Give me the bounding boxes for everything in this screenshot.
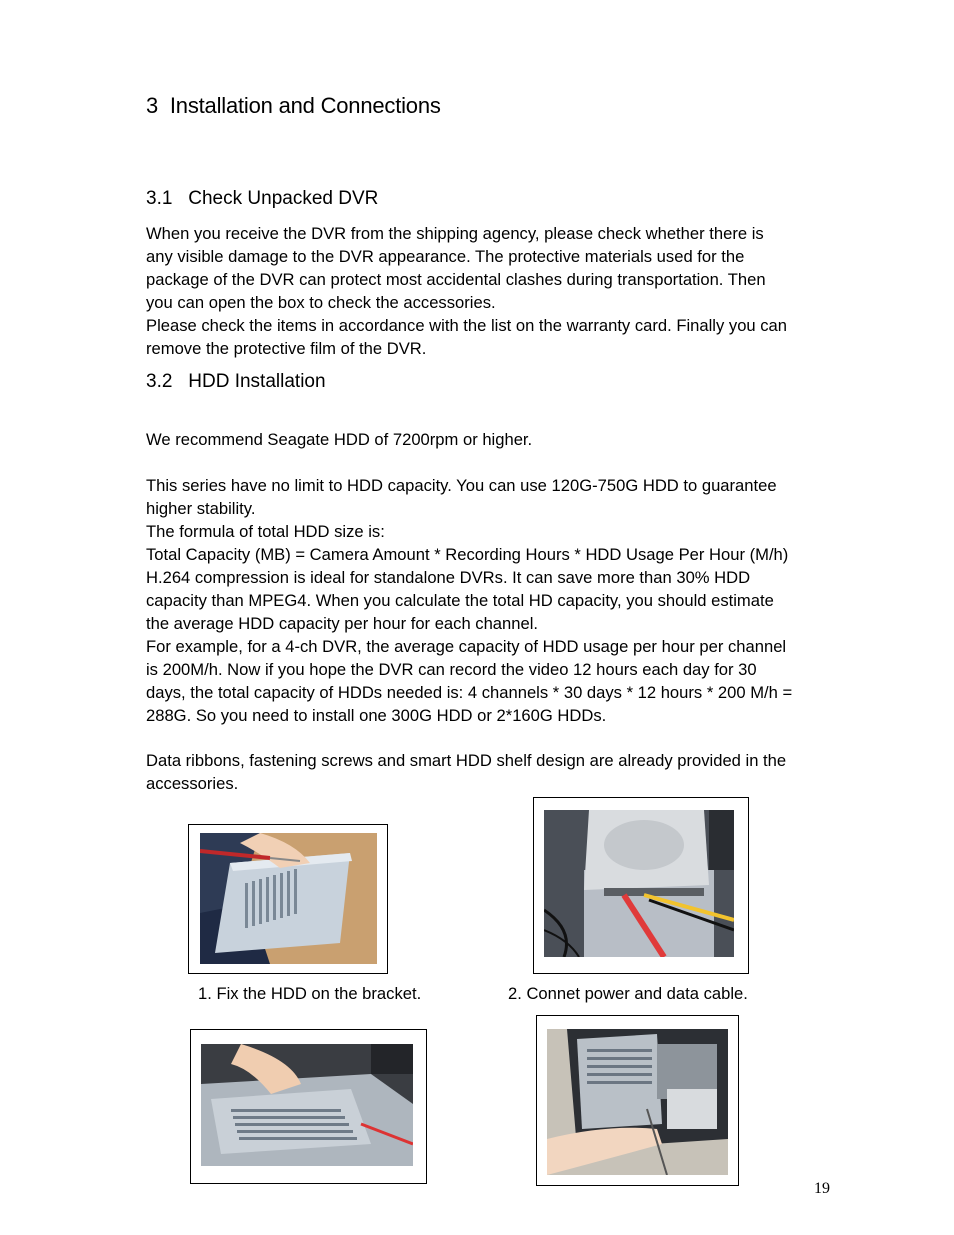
- paragraph-line: is 200M/h. Now if you hope the DVR can record the video 12 hours each day for 30: [146, 660, 757, 679]
- figure-frame-3: [190, 1029, 427, 1184]
- section-number: 3.1: [146, 188, 173, 209]
- paragraph-line: the average HDD capacity per hour for each channel.: [146, 614, 539, 633]
- photo-install-bracket: [201, 1044, 413, 1166]
- paragraph-line: When you receive the DVR from the shipping agency, please check whether there is: [146, 224, 764, 243]
- figure-caption-1: 1. Fix the HDD on the bracket.: [198, 984, 422, 1003]
- photo-fasten-screws: [547, 1029, 728, 1175]
- paragraph-line: We recommend Seagate HDD of 7200rpm or higher.: [146, 430, 533, 449]
- paragraph-line: For example, for a 4-ch DVR, the average capacity of HDD usage per hour per channel: [146, 637, 787, 656]
- paragraph-line: 288G. So you need to install one 300G HDD or 2*160G HDDs.: [146, 706, 607, 725]
- page-number: 19: [814, 1180, 830, 1197]
- figure-frame-2: [533, 797, 749, 974]
- photo-connect-cables: [544, 810, 734, 957]
- paragraph-line: accessories.: [146, 774, 239, 793]
- paragraph-line: H.264 compression is ideal for standalone DVRs. It can save more than 30% HDD: [146, 568, 751, 587]
- paragraph-line: remove the protective film of the DVR.: [146, 339, 427, 358]
- section-title: Check Unpacked DVR: [188, 188, 379, 209]
- chapter-title: Installation and Connections: [169, 93, 441, 118]
- figure-frame-1: [188, 824, 388, 974]
- figure-frame-4: [536, 1015, 739, 1186]
- paragraph-line: Please check the items in accordance with the list on the warranty card. Finally you can: [146, 316, 788, 335]
- section-title: HDD Installation: [188, 371, 326, 392]
- paragraph-line: capacity than MPEG4. When you calculate the total HD capacity, you should estimate: [146, 591, 774, 610]
- formula-line: Total Capacity (MB) = Camera Amount * Recording Hours * HDD Usage Per Hour (M/h): [146, 545, 789, 564]
- paragraph-line: higher stability.: [146, 499, 256, 518]
- paragraph-line: This series have no limit to HDD capacity. You can use 120G-750G HDD to guarantee: [146, 476, 777, 495]
- chapter-heading: [146, 93, 441, 119]
- section-heading-hdd-installation: [146, 371, 326, 393]
- section-number: 3.2: [146, 371, 173, 392]
- chapter-number: 3: [146, 93, 159, 118]
- section-heading-check-unpacked: [146, 188, 378, 210]
- paragraph-line: The formula of total HDD size is:: [146, 522, 385, 541]
- paragraph-line: any visible damage to the DVR appearance. The protective materials used for the: [146, 247, 745, 266]
- paragraph-line: Data ribbons, fastening screws and smart HDD shelf design are already provided in the: [146, 751, 787, 770]
- photo-fix-hdd-bracket: [200, 833, 377, 964]
- figure-caption-2: 2. Connet power and data cable.: [508, 984, 748, 1003]
- paragraph-line: package of the DVR can protect most accidental clashes during transportation. Then: [146, 270, 766, 289]
- paragraph-line: you can open the box to check the accessories.: [146, 293, 496, 312]
- paragraph-line: days, the total capacity of HDDs needed is: 4 channels * 30 days * 12 hours * 200 M/h =: [146, 683, 793, 702]
